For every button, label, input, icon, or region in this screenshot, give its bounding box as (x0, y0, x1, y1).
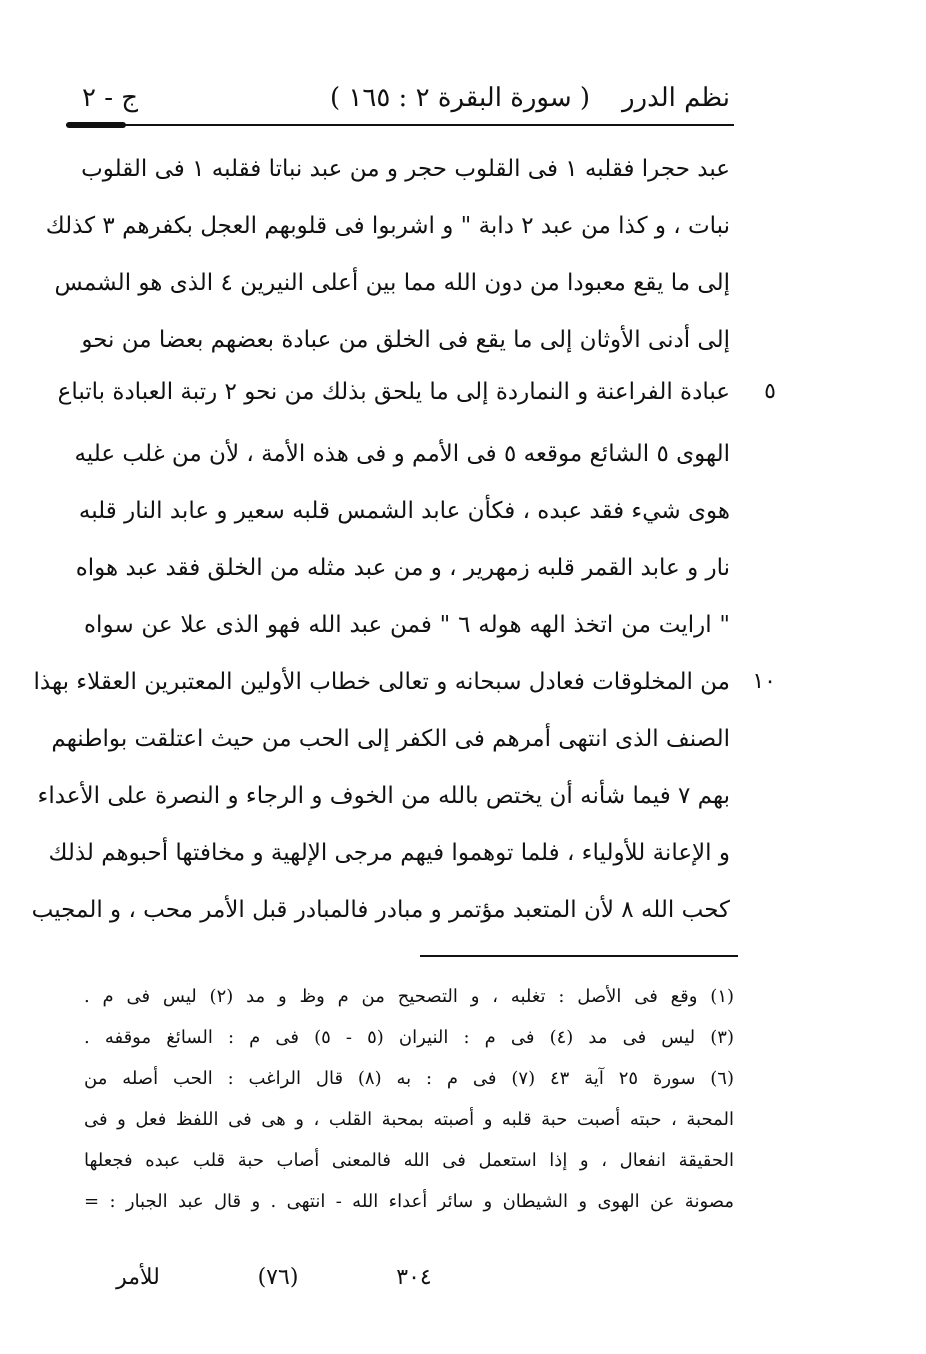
header-rule-mark (66, 122, 126, 128)
text-line: إلى أدنى الأوثان إلى ما يقع فى الخلق من عبادة بعضهم بعضا من نحو (81, 327, 730, 353)
text-line: نار و عابد القمر قلبه زمهرير ، و من عبد مثله من الخلق فقد عبد هواه (75, 555, 730, 581)
line-number: ١٠ (752, 669, 776, 694)
text-line: بهم ٧ فيما شأنه أن يختص بالله من الخوف و الرجاء و النصرة على الأعداء (37, 783, 730, 809)
book-title: نظم الدرر (621, 83, 730, 113)
text-line: " ارايت من اتخذ الهه هوله ٦ " فمن عبد الله فهو الذى علا عن سواه (84, 612, 731, 638)
volume-number: ج - ٢ (82, 83, 139, 113)
footnote-line: المحبة ، حبته أصبت حبة قلبه و أصبته بمحبة القلب ، و هى فى اللفظ فعل و فى (84, 1109, 734, 1130)
text-line: عبد حجرا فقلبه ١ فى القلوب حجر و من عبد نباتا فقلبه ١ فى القلوب (81, 156, 730, 182)
footnote-line: (٦) سورة ٢٥ آية ٤٣ (٧) فى م : به (٨) قال الراغب : الحب أصله من (84, 1068, 734, 1089)
footnote-line: (٣) ليس فى مد (٤) فى م : النيران (٥ - ٥) فى م : السائغ موقفه . (84, 1027, 734, 1048)
text-line: الصنف الذى انتهى أمرهم فى الكفر إلى الحب من حيث اعتلقت بواطنهم (51, 726, 730, 752)
text-line: و الإعانة للأولياء ، فلما توهموا فيهم مرجى الإلهية و مخافتها أحبوهم لذلك (48, 840, 730, 866)
footnote-line: مصونة عن الهوى و الشيطان و سائر أعداء الله - انتهى . و قال عبد الجبار : = (84, 1191, 734, 1212)
text-line: هوى شيء فقد عبده ، فكأن عابد الشمس قلبه سعير و عابد النار قلبه (78, 498, 730, 524)
text-line: الهوى ٥ الشائع موقعه ٥ فى الأمم و فى هذه الأمة ، لأن من غلب عليه (74, 441, 730, 467)
text-line: من المخلوقات فعادل سبحانه و تعالى خطاب الأولين المعتبرين العقلاء بهذا (33, 669, 730, 695)
surah-reference: ( سورة البقرة ٢ : ١٦٥ ) (329, 83, 591, 113)
signature-mark: (٧٦) (257, 1265, 299, 1290)
catchword: للأمر (116, 1265, 160, 1290)
text-line: عبادة الفراعنة و النماردة إلى ما يلحق بذلك من نحو ٢ رتبة العبادة باتباع (57, 379, 730, 405)
footnote-line: (١) وقع فى الأصل : تغلبه ، و التصحيح من م وظ و مد (٢) ليس فى م . (84, 986, 735, 1007)
text-line: نبات ، و كذا من عبد ٢ دابة " و اشربوا فى قلوبهم العجل بكفرهم ٣ كذلك (45, 213, 730, 239)
header-rule (66, 124, 734, 126)
page-number: ٣٠٤ (396, 1265, 432, 1290)
text-line: كحب الله ٨ لأن المتعبد مؤتمر و مبادر فالمبادر قبل الأمر محب ، و المجيب (31, 897, 730, 923)
footnote-line: الحقيقة انفعال ، و إذا استعمل فى الله فالمعنى أصاب حبة قلب عبده فجعلها (84, 1150, 734, 1171)
text-line: إلى ما يقع معبودا من دون الله مما بين أعلى النيرين ٤ الذى هو الشمس (54, 270, 730, 296)
line-number: ٥ (764, 379, 776, 404)
footnote-rule (420, 955, 738, 957)
